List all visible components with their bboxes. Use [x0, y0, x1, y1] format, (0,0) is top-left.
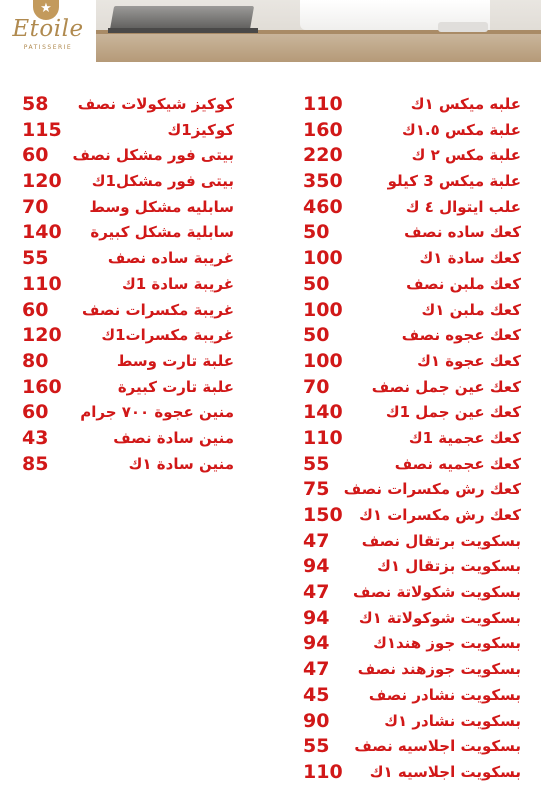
menu-item-price: 100 [303, 298, 343, 321]
menu-item-name: كعك عين جمل 1ك [385, 403, 521, 422]
menu-item-name: علبة مكس ١.٥ك [401, 120, 521, 139]
menu-item-name: علب ايتوال ٤ ك [405, 197, 521, 216]
menu-item-name: سابليه مشكل وسط [89, 197, 234, 216]
menu-item [303, 529, 521, 555]
menu-item-name: كعك عجوة ١ك [417, 351, 521, 370]
menu-item-price: 110 [303, 760, 343, 783]
menu-item [22, 195, 234, 221]
menu-item-price: 70 [22, 195, 49, 218]
menu-item-price: 140 [303, 401, 343, 424]
menu-item-name: كعك عين جمل نصف [371, 377, 521, 396]
menu-item [303, 452, 521, 478]
menu-item-name: كعك سادة ١ك [419, 249, 521, 268]
menu-item-name: علبة تارت وسط [116, 351, 234, 370]
menu-item-price: 94 [303, 632, 330, 655]
menu-item [303, 503, 521, 529]
menu-item-price: 94 [303, 606, 330, 629]
menu-item-name: علبة مكس ٢ ك [411, 146, 521, 165]
menu-item-price: 160 [303, 118, 343, 141]
menu-column-right [303, 92, 521, 786]
menu-item-name: بيتى فور مشكل1ك [91, 172, 234, 191]
menu-item-price: 110 [303, 93, 343, 115]
menu-item-price: 43 [22, 426, 49, 449]
menu-item-price: 55 [22, 247, 49, 270]
menu-item-name: بسكويت جوز هند١ك [373, 634, 521, 653]
menu-item [303, 272, 521, 298]
menu-item [22, 375, 234, 401]
menu-item-price: 47 [303, 529, 330, 552]
menu-item [303, 143, 521, 169]
menu-item [303, 375, 521, 401]
menu-item-name: كعك ساده نصف [404, 223, 521, 242]
menu-item-name: بسكويت اجلاسيه ١ك [369, 762, 521, 781]
menu-item [22, 298, 234, 324]
menu-item-name: علبة ميكس 3 كيلو [387, 172, 521, 191]
menu-item-name: كعك عجميه نصف [394, 454, 521, 473]
menu-item [303, 118, 521, 144]
menu-item-name: كعك ملبن ١ك [421, 300, 521, 319]
menu-item-name: كعك عجمية 1ك [408, 428, 521, 447]
menu-item-name: بسكويت اجلاسيه نصف [354, 737, 521, 756]
menu-item [303, 734, 521, 760]
menu-item [22, 246, 234, 272]
menu-item-price: 50 [303, 324, 330, 347]
menu-item-name: كوكيز1ك [167, 120, 234, 139]
laptop-image [110, 6, 254, 30]
menu-item-price: 115 [22, 118, 62, 141]
menu-item-price: 100 [303, 349, 343, 372]
menu-item-price: 47 [303, 658, 330, 681]
monitor-stand [438, 22, 488, 32]
menu-item-price: 50 [303, 221, 330, 244]
menu-item-name: غريبة مكسرات1ك [101, 326, 234, 345]
menu-item [303, 195, 521, 221]
menu-item [303, 246, 521, 272]
menu-item [303, 400, 521, 426]
menu-item-price: 94 [303, 555, 330, 578]
menu-item-name: بسكويت بزتقال ١ك [377, 557, 521, 576]
menu-item-price: 75 [303, 478, 330, 501]
menu-item-price: 110 [303, 426, 343, 449]
menu-item-price: 100 [303, 247, 343, 270]
menu-item [303, 349, 521, 375]
menu-item-name: غريبة ساده نصف [107, 249, 234, 268]
menu-item-price: 70 [303, 375, 330, 398]
menu-item [303, 220, 521, 246]
menu-item [303, 631, 521, 657]
menu-item [303, 760, 521, 786]
menu-item-name: منين سادة نصف [113, 428, 234, 447]
menu-item-name: غريبة مكسرات نصف [82, 300, 234, 319]
menu-item-price: 45 [303, 683, 330, 706]
menu-item-price: 85 [22, 452, 49, 475]
desk-surface [96, 34, 541, 62]
menu-item-price: 60 [22, 144, 49, 167]
menu-item-name: بسكويت شوكولاتة ١ك [358, 608, 521, 627]
menu-item [303, 580, 521, 606]
menu-item-price: 60 [22, 298, 49, 321]
menu-item-price: 60 [22, 401, 49, 424]
menu-item-price: 120 [22, 324, 62, 347]
menu-item [22, 272, 234, 298]
menu-item [303, 709, 521, 735]
menu-item-price: 80 [22, 349, 49, 372]
menu-column-left [22, 92, 234, 477]
menu-item [22, 452, 234, 478]
brand-subtitle: PATISSERIE [23, 44, 73, 51]
menu-item-name: علبة تارت كبيرة [117, 377, 234, 396]
menu-item-price: 120 [22, 170, 62, 193]
menu-item-name: منين عجوة ٧٠٠ جرام [80, 403, 234, 422]
menu-item [22, 349, 234, 375]
menu-item [303, 554, 521, 580]
menu-item-name: سابلية مشكل كبيرة [90, 223, 234, 242]
menu-item-price: 350 [303, 170, 343, 193]
menu-item [22, 92, 234, 118]
menu-item [303, 323, 521, 349]
menu-item [22, 400, 234, 426]
menu-item-price: 55 [303, 452, 330, 475]
menu-item-name: كعك رش مكسرات ١ك [359, 506, 521, 524]
menu-item-name: غريبة سادة 1ك [122, 274, 234, 293]
menu-item [22, 169, 234, 195]
menu-item-price: 160 [22, 375, 62, 398]
menu-item-price: 90 [303, 709, 330, 732]
menu-item-name: كعك ملبن نصف [406, 274, 521, 293]
menu-item [22, 118, 234, 144]
menu-item [303, 683, 521, 709]
menu-item-price: 150 [303, 504, 343, 526]
menu-item-price: 50 [303, 272, 330, 295]
menu-item-name: بسكويت برتقال نصف [361, 531, 521, 550]
menu-item [22, 143, 234, 169]
menu-item-name: منين سادة ١ك [128, 454, 234, 473]
menu-item [22, 426, 234, 452]
menu-item-price: 140 [22, 221, 62, 244]
laptop-base [108, 28, 258, 33]
menu-item-name: كعك رش مكسرات نصف [343, 480, 521, 499]
menu-item-name: بسكويت نشادر نصف [368, 685, 521, 704]
menu-item-price: 110 [22, 272, 62, 295]
menu-item-price: 55 [303, 735, 330, 758]
menu-item [303, 169, 521, 195]
menu-item [303, 657, 521, 683]
brand-name: Etoile [12, 16, 84, 42]
menu-item [303, 298, 521, 324]
menu-item-name: بسكويت نشادر ١ك [384, 711, 521, 730]
menu-item-price: 220 [303, 144, 343, 167]
menu-item-price: 47 [303, 581, 330, 604]
menu-item-name: علبه ميكس ١ك [410, 95, 521, 113]
menu-item [22, 220, 234, 246]
menu-item-price: 58 [22, 93, 49, 115]
menu-item [303, 477, 521, 503]
menu-item-name: بسكويت شكولاتة نصف [352, 583, 521, 602]
menu-item [303, 606, 521, 632]
menu-item-name: كعك عجوه نصف [401, 326, 521, 345]
star-icon: ★ [33, 0, 59, 20]
menu-item-name: بسكويت جوزهند نصف [357, 660, 521, 679]
etoile-logo [0, 0, 96, 62]
menu-item-name: بيتى فور مشكل نصف [72, 146, 234, 165]
menu-item [22, 323, 234, 349]
menu-item-price: 460 [303, 195, 343, 218]
menu-item-name: كوكيز شيكولات نصف [77, 95, 234, 113]
menu-item [303, 92, 521, 118]
menu-item [303, 426, 521, 452]
